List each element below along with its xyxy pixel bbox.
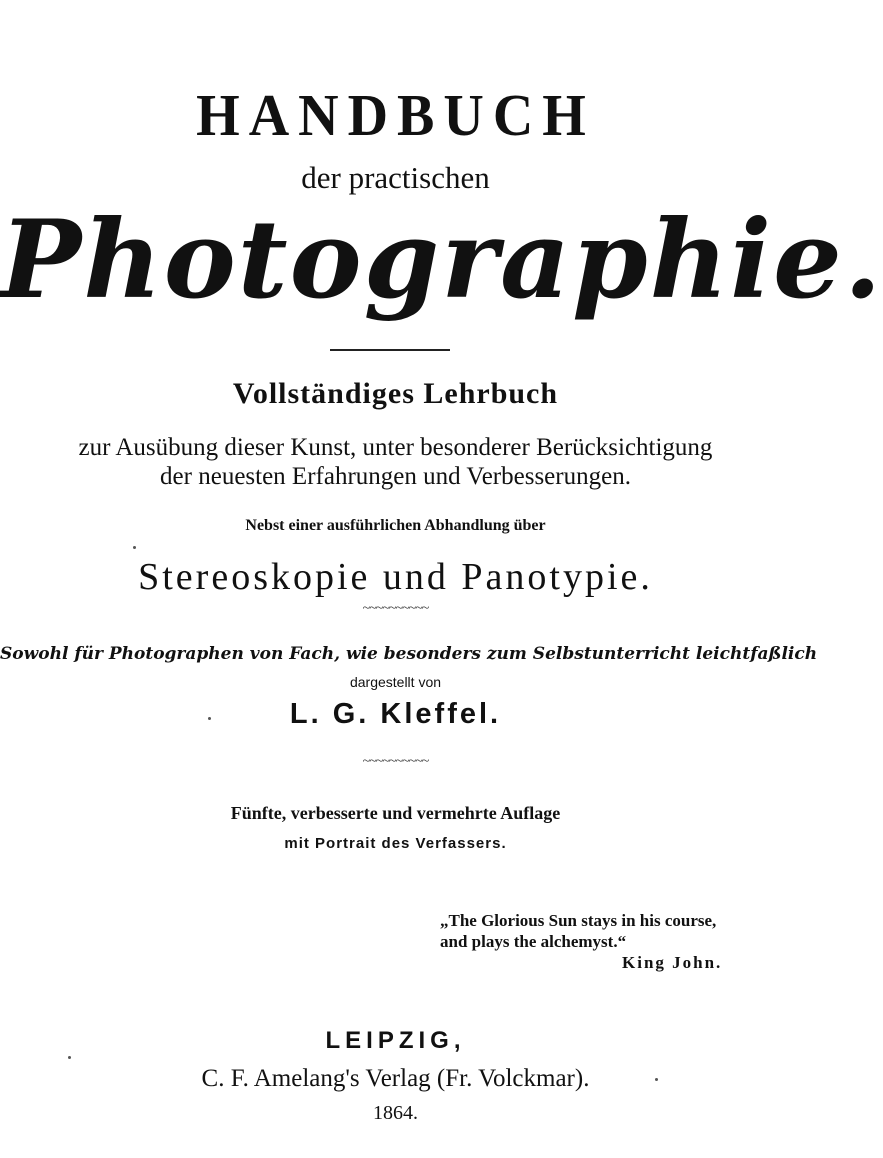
book-subtitle: der practischen: [301, 160, 490, 195]
epigraph-line-2: and plays the alchemyst.“: [440, 932, 627, 951]
supplement-intro: Nebst einer ausführlichen Abhandlung über: [245, 517, 546, 534]
description-line-2: der neuesten Erfahrungen und Verbesserungen.: [160, 463, 631, 490]
imprint-publisher: C. F. Amelang's Verlag (Fr. Volckmar).: [201, 1065, 590, 1092]
ornament-divider-1: ~~~~~~~~~~: [362, 601, 429, 616]
print-speck: [68, 1056, 71, 1059]
edition-line-1: Fünfte, verbesserte und vermehrte Auflage: [230, 803, 561, 823]
print-speck: [208, 717, 211, 720]
secondary-heading: Vollständiges Lehrbuch: [232, 377, 559, 410]
edition-line-2: mit Portrait des Verfassers.: [284, 835, 507, 852]
author-name: L. G. Kleffel.: [289, 698, 502, 730]
supplement-topic: Stereoskopie und Panotypie.: [138, 556, 653, 598]
print-speck: [133, 546, 136, 549]
epigraph: [440, 910, 770, 973]
epigraph-attribution: King John.: [622, 953, 723, 972]
description-line-1: zur Ausübung dieser Kunst, unter besonderer Berücksichtigung: [78, 434, 713, 461]
print-speck: [655, 1078, 658, 1081]
imprint-year: 1864.: [373, 1102, 418, 1124]
ornament-divider-2: ~~~~~~~~~~: [362, 754, 429, 769]
blackletter-title: Photographie.: [0, 197, 883, 323]
book-title: HANDBUCH: [196, 83, 595, 149]
epigraph-line-1: „The Glorious Sun stays in his course,: [440, 911, 717, 930]
divider-rule: [330, 349, 450, 351]
imprint-city: LEIPZIG,: [325, 1027, 466, 1054]
byline-label: dargestellt von: [349, 674, 442, 690]
audience-line: Sowohl für Photographen von Fach, wie besonders zum Selbstunterricht leichtfaßlich: [0, 644, 818, 664]
